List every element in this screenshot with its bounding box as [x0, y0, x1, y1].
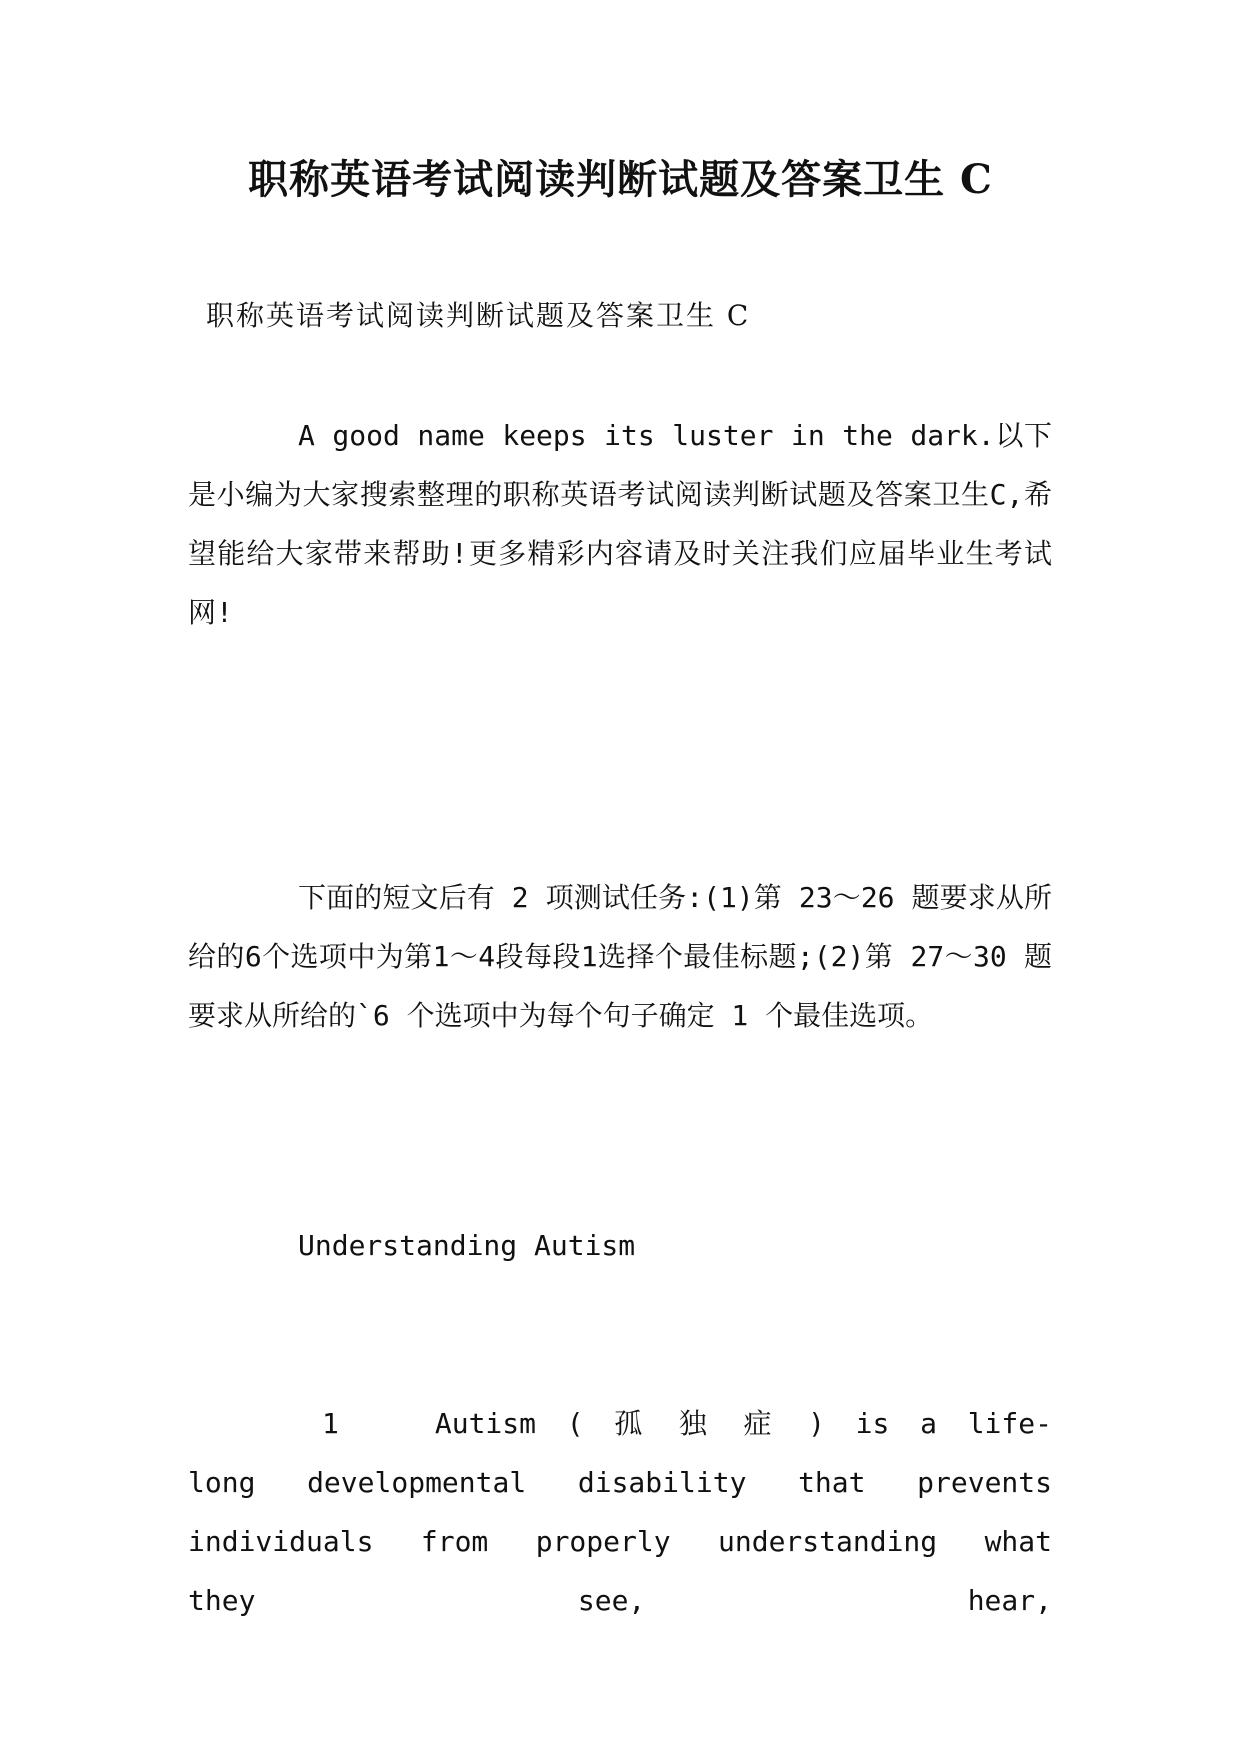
passage-heading: Understanding Autism — [298, 1229, 636, 1262]
intro-paragraph: A good name keeps its luster in the dark.以下是小编为大家搜索整理的职称英语考试阅读判断试题及答案卫生C,希望能给大家带来帮助!更多精彩内容请及时关注我们应届毕业生考试网! — [188, 419, 1052, 629]
paragraph-number: 1 — [322, 1407, 339, 1440]
passage-paragraph — [188, 1394, 1052, 1630]
document-subtitle: 职称英语考试阅读判断试题及答案卫生 C — [206, 299, 751, 332]
paragraph-text: Autism ( 孤 独 症 ) is a life-long developmental disability that prevents individuals from properly understanding what they see, hear, — [188, 1407, 1052, 1617]
document-title: 职称英语考试阅读判断试题及答案卫生 C — [248, 156, 993, 203]
instructions-paragraph: 下面的短文后有 2 项测试任务:(1)第 23～26 题要求从所给的6个选项中为第1～4段每段1选择个最佳标题;(2)第 27～30 题要求从所给的`6 个选项中为每个句子确定 1 个最佳选项。 — [188, 881, 1052, 1032]
